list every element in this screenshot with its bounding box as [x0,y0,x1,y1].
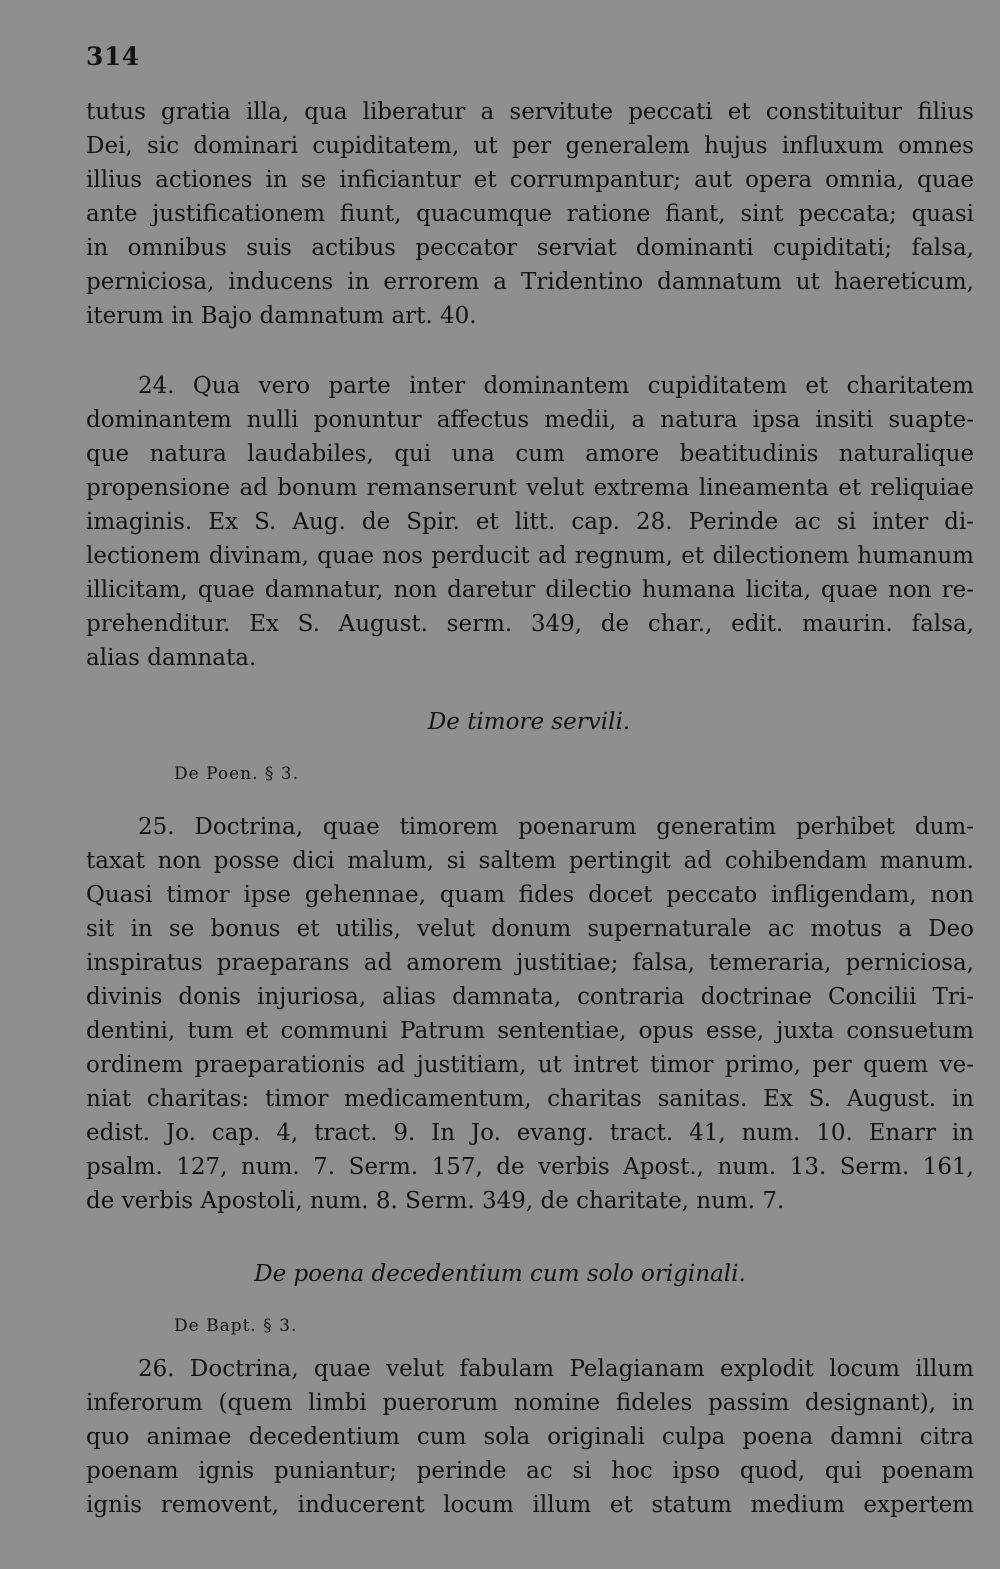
text-line: propensione ad bonum remanserunt velut extrema lineamenta et reliquiae [86,475,974,501]
text-line: 25. Doctrina, quae timorem poenarum generatim perhibet dum- [138,814,974,840]
paragraph-24 [86,369,974,675]
text-line: psalm. 127, num. 7. Serm. 157, de verbis Apost., num. 13. Serm. 161, [86,1154,974,1180]
text-line: 26. Doctrina, quae velut fabulam Pelagianam explodit locum illum [138,1356,974,1382]
text-line: quo animae decedentium cum sola originali culpa poena damni citra [86,1424,974,1450]
text-line: 24. Qua vero parte inter dominantem cupiditatem et charitatem [138,373,974,399]
text-line: perniciosa, inducens in errorem a Tridentino damnatum ut haereticum, [86,269,974,295]
text-line: dominantem nulli ponuntur affectus medii, a natura ipsa insiti suapte- [86,407,974,433]
section-heading-poena: De poena decedentium cum solo originali. [254,1261,746,1287]
text-line: tutus gratia illa, qua liberatur a servitute peccati et constituitur filius [86,99,974,125]
text-line: iterum in Bajo damnatum art. 40. [86,303,477,329]
paragraph-26 [86,1352,974,1522]
text-line: inspiratus praeparans ad amorem justitiae; falsa, temeraria, perniciosa, [86,950,974,976]
text-line: edist. Jo. cap. 4, tract. 9. In Jo. evang. tract. 41, num. 10. Enarr in [86,1120,974,1146]
text-line: illius actiones in se inficiantur et corrumpantur; aut opera omnia, quae [86,167,974,193]
side-reference-poen: De Poen. § 3. [174,764,300,784]
text-line: niat charitas: timor medicamentum, charitas sanitas. Ex S. August. in [86,1086,974,1112]
paragraph-25 [86,810,974,1218]
text-line: imaginis. Ex S. Aug. de Spir. et litt. cap. 28. Perinde ac si inter di- [86,509,974,535]
text-line: in omnibus suis actibus peccator serviat dominanti cupiditati; falsa, [86,235,974,261]
page-number: 314 [86,42,140,71]
text-line: de verbis Apostoli, num. 8. Serm. 349, de charitate, num. 7. [86,1188,785,1214]
paragraph-23-continuation [86,95,974,333]
text-line: dentini, tum et communi Patrum sententiae, opus esse, juxta consuetum [86,1018,974,1044]
text-line: alias damnata. [86,645,257,671]
text-line: que natura laudabiles, qui una cum amore beatitudinis naturalique [86,441,974,467]
text-line: taxat non posse dici malum, si saltem pertingit ad cohibendam manum. [86,848,974,874]
side-reference-bapt: De Bapt. § 3. [174,1316,298,1336]
text-line: inferorum (quem limbi puerorum nomine fideles passim designant), in [86,1390,974,1416]
text-line: divinis donis injuriosa, alias damnata, contraria doctrinae Concilii Tri- [86,984,974,1010]
text-line: Dei, sic dominari cupiditatem, ut per generalem hujus influxum omnes [86,133,974,159]
text-line: poenam ignis puniantur; perinde ac si hoc ipso quod, qui poenam [86,1458,974,1484]
text-line: prehenditur. Ex S. August. serm. 349, de char., edit. maurin. falsa, [86,611,974,637]
text-line: illicitam, quae damnatur, non daretur dilectio humana licita, quae non re- [86,577,974,603]
text-line: Quasi timor ipse gehennae, quam fides docet peccato infligendam, non [86,882,974,908]
text-line: sit in se bonus et utilis, velut donum supernaturale ac motus a Deo [86,916,974,942]
section-heading-timore: De timore servili. [427,709,631,735]
text-line: lectionem divinam, quae nos perducit ad regnum, et dilectionem humanum [86,543,974,569]
text-line: ignis removent, inducerent locum illum et statum medium expertem [86,1492,974,1518]
text-line: ordinem praeparationis ad justitiam, ut intret timor primo, per quem ve- [86,1052,974,1078]
text-line: ante justificationem fiunt, quacumque ratione fiant, sint peccata; quasi [86,201,974,227]
